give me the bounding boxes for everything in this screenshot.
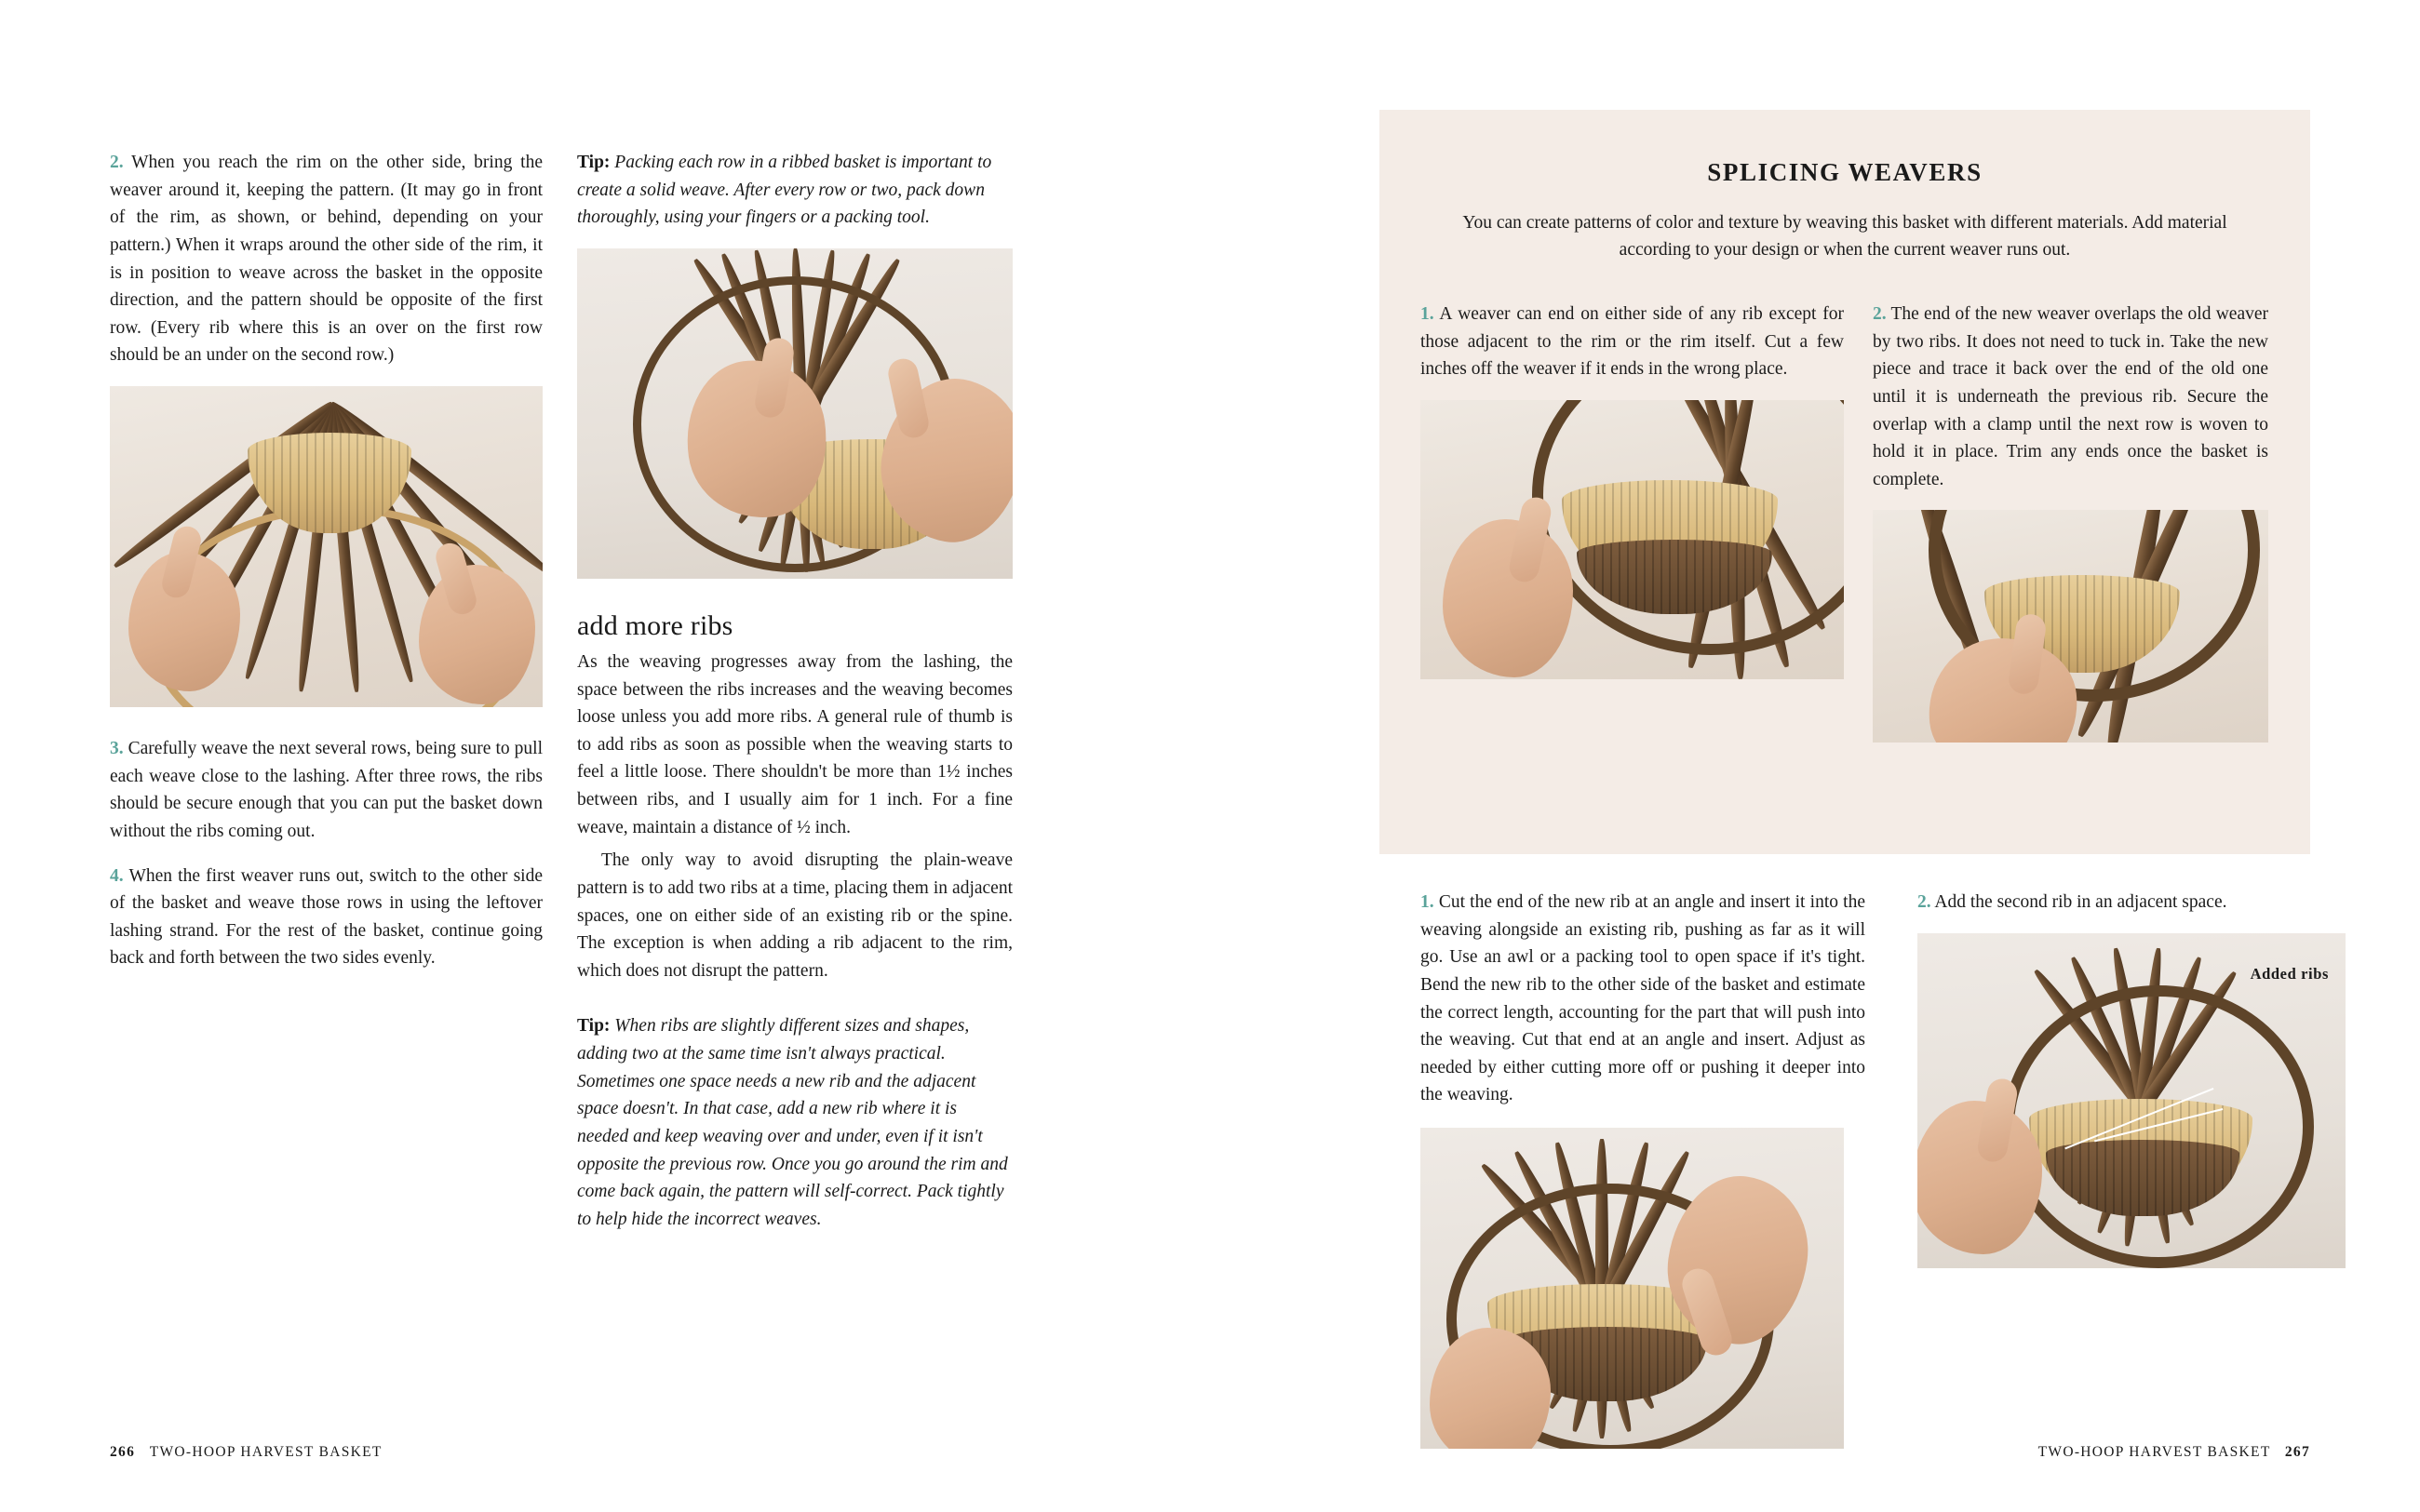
step-2-number: 2. <box>110 153 124 172</box>
photo-right-step-2 <box>1917 933 2346 1268</box>
step-3-paragraph <box>110 735 543 846</box>
right-step-1-text: Cut the end of the new rib at an angle and insert it into the weaving alongside an existing rib, pushing as far as it will go. Use an awl or a packing tool to open space if it's tight. Bend the new rib to the other side of the basket and estimate the correct length, accounting for the part that will push into the weaving. Cut that end at an angle and insert. Adjust as needed by either cutting more off or pushing it deeper into the weaving. <box>1420 892 1865 1105</box>
right-step-2-number: 2. <box>1917 892 1931 912</box>
tip-packing <box>577 149 1013 232</box>
tip-text: Packing each row in a ribbed basket is important to create a solid weave. After every row or two, pack down thoroughly, using your fingers or a packing tool. <box>577 153 992 228</box>
panel-column-1 <box>1420 301 1844 679</box>
step-3-number: 3. <box>110 739 124 758</box>
right-column-1 <box>1420 889 1865 1449</box>
section-paragraph-2: The only way to avoid disrupting the plain-weave pattern is to add two ribs at a time, placing them in adjacent spaces, one on either side of an existing rib or the spine. The exception is when adding a rib adjacent to the rim, which does not disrupt the pattern. <box>577 850 1013 981</box>
page-number-right: 267 <box>2284 1444 2310 1460</box>
right-page <box>1210 0 2420 1512</box>
panel-step-1-paragraph <box>1420 301 1844 383</box>
step-4-paragraph <box>110 863 543 973</box>
tip-bottom-label: Tip: <box>577 1016 611 1037</box>
right-step-1-number: 1. <box>1420 892 1434 912</box>
running-head-left: TWO-HOOP HARVEST BASKET <box>149 1444 383 1460</box>
step-2-paragraph <box>110 149 543 369</box>
splicing-weavers-panel <box>1379 110 2310 854</box>
tip-adding-ribs <box>577 1012 1013 1233</box>
right-step-2-paragraph <box>1917 889 2346 917</box>
right-column-2 <box>1917 889 2346 1268</box>
photo-packing-tip <box>577 248 1013 579</box>
photo-panel-step-2 <box>1873 510 2268 743</box>
panel-intro: You can create patterns of color and texture by weaving this basket with different materials. Add material according to your design or when the current weaver runs out. <box>1462 213 2227 261</box>
section-paragraph-1: As the weaving progresses away from the lashing, the space between the ribs increases and the weaving becomes loose unless you add more ribs. A general rule of thumb is to add ribs as soon as possible when the weaving starts to feel a little loose. There shouldn't be more than 1½ inches between ribs, and I usually aim for 1 inch. For a fine weave, maintain a distance of ½ inch. <box>577 651 1013 837</box>
panel-step-1-text: A weaver can end on either side of any rib except for those adjacent to the rim or the rim itself. Cut a few inches off the weaver if it ends in the wrong place. <box>1420 304 1844 380</box>
tip-label: Tip: <box>577 153 611 172</box>
panel-step-2-paragraph <box>1873 301 2268 493</box>
panel-column-2 <box>1873 301 2268 743</box>
panel-step-2-number: 2. <box>1873 304 1887 324</box>
folio-left <box>110 1444 383 1461</box>
panel-step-2-text: The end of the new weaver overlaps the old weaver by two ribs. It does not need to tuck in. Take the new piece and trace it back over the end of the old one until it is underneath the previous rib. Secure the overlap with a clamp until the next row is woven to hold it in place. Trim any ends once the basket is complete. <box>1873 304 2268 489</box>
panel-step-1-number: 1. <box>1420 304 1434 324</box>
step-4-number: 4. <box>110 865 124 886</box>
tip-bottom-text: When ribs are slightly different sizes and shapes, adding two at the same time isn't always practical. Sometimes one space needs a new rib and the adjacent space doesn't. In that case, add a new rib where it is needed and keep weaving over and under, even if it isn't opposite the previous row. Once you go around the rim and come back again, the pattern will self-correct. Pack tightly to help hide the incorrect weaves. <box>577 1016 1008 1229</box>
photo-right-step-1 <box>1420 1128 1844 1449</box>
step-4-text: When the first weaver runs out, switch to the other side of the basket and weave those rows in using the leftover lashing strand. For the rest of the basket, continue going back and forth between the two sides evenly. <box>110 865 543 969</box>
section-heading-add-more-ribs: add more ribs <box>577 609 733 641</box>
running-head-right: TWO-HOOP HARVEST BASKET <box>2037 1444 2271 1460</box>
photo-step-2 <box>110 386 543 707</box>
left-column-1 <box>110 149 543 989</box>
panel-title: SPLICING WEAVERS <box>1707 158 1983 186</box>
step-2-text: When you reach the rim on the other side, bring the weaver around it, keeping the pattern. (It may go in front of the rim, as shown, or behind, depending on your pattern.) When it wraps around the other side of the rim, it is in position to weave across the basket in the opposite direction, and the pattern should be opposite of the first row. (Every rib where this is an over on the first row should be an under on the second row.) <box>110 153 543 366</box>
callout-added-ribs: Added ribs <box>2250 964 2329 983</box>
right-step-2-text: Add the second rib in an adjacent space. <box>1930 892 2227 912</box>
photo-panel-step-1 <box>1420 400 1844 679</box>
right-step-1-paragraph <box>1420 889 1865 1109</box>
step-3-text: Carefully weave the next several rows, being sure to pull each weave close to the lashing. After three rows, the ribs should be secure enough that you can put the basket down without the ribs coming out. <box>110 739 543 841</box>
page-number-left: 266 <box>110 1444 136 1460</box>
left-column-2 <box>577 149 1013 1250</box>
folio-right <box>2038 1444 2310 1461</box>
